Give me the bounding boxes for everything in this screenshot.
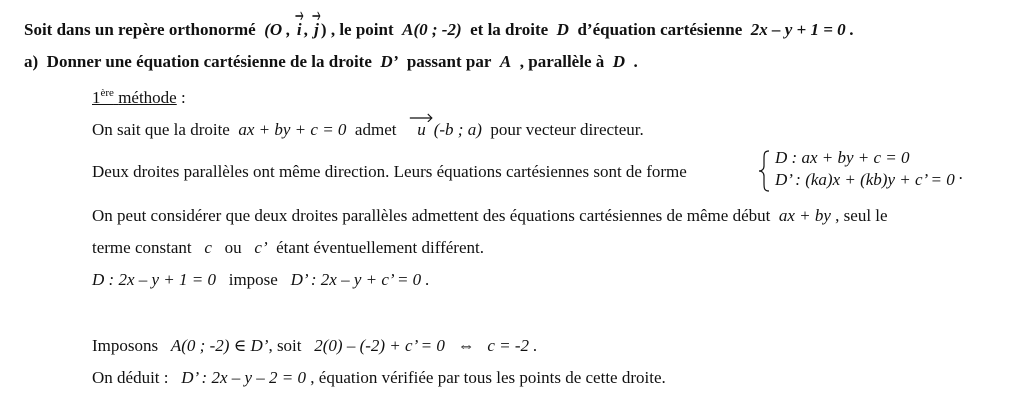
vector-u: u bbox=[409, 120, 434, 140]
paragraph-line-3: On peut considérer que deux droites parallèles admettent des équations cartésiennes de même début ax + by , seul le bbox=[92, 206, 888, 225]
intro-text: Soit dans un repère orthonormé bbox=[24, 20, 256, 39]
vector-i: i bbox=[295, 20, 304, 40]
vector-arrow-icon bbox=[312, 10, 321, 20]
vector-arrow-icon bbox=[409, 112, 434, 122]
paragraph-line-2: Deux droites parallèles ont même direction. Leurs équations cartésiennes sont de forme bbox=[92, 162, 687, 181]
frame-notation: (O , i , j ) bbox=[264, 20, 331, 39]
left-brace-icon bbox=[757, 150, 771, 192]
paragraph-line-4: terme constant c ou c’ étant éventuellement différent. bbox=[92, 238, 484, 257]
system-line-d-prime: D’ : (ka)x + (kb)y + c’ = 0 . bbox=[775, 164, 964, 189]
method-heading: 1ère méthode bbox=[92, 87, 177, 107]
point-a: A(0 ; -2) bbox=[402, 20, 462, 39]
paragraph-line-5: D : 2x – y + 1 = 0 impose D’ : 2x – y + c’ = 0 . bbox=[92, 270, 430, 289]
vector-j: j bbox=[312, 20, 321, 40]
question-a: a) Donner une équation cartésienne de la droite D’ passant par A , parallèle à D . bbox=[24, 52, 638, 71]
system-line-d: D : ax + by + c = 0 bbox=[775, 148, 910, 167]
method-title: 1ère méthode : bbox=[92, 87, 186, 107]
problem-statement: Soit dans un repère orthonormé (O , i , j ) , le point A(0 ; -2) et la droite D d’équation cartésienne 2x – y + 1 = 0 . bbox=[24, 20, 854, 40]
paragraph-line-6: Imposons A(0 ; -2) ∈ D’, soit 2(0) – (-2) + c’ = 0 ⇔ c = -2 . bbox=[92, 336, 538, 355]
equation-d: 2x – y + 1 = 0 . bbox=[750, 20, 855, 39]
paragraph-line-1: On sait que la droite ax + by + c = 0 admet u (-b ; a) pour vecteur directeur. bbox=[92, 120, 644, 140]
line-d: D bbox=[556, 20, 569, 39]
question-label: a) bbox=[24, 52, 39, 71]
paragraph-line-7: On déduit : D’ : 2x – y – 2 = 0 , équation vérifiée par tous les points de cette droite. bbox=[92, 368, 666, 387]
vector-arrow-icon bbox=[295, 10, 304, 20]
